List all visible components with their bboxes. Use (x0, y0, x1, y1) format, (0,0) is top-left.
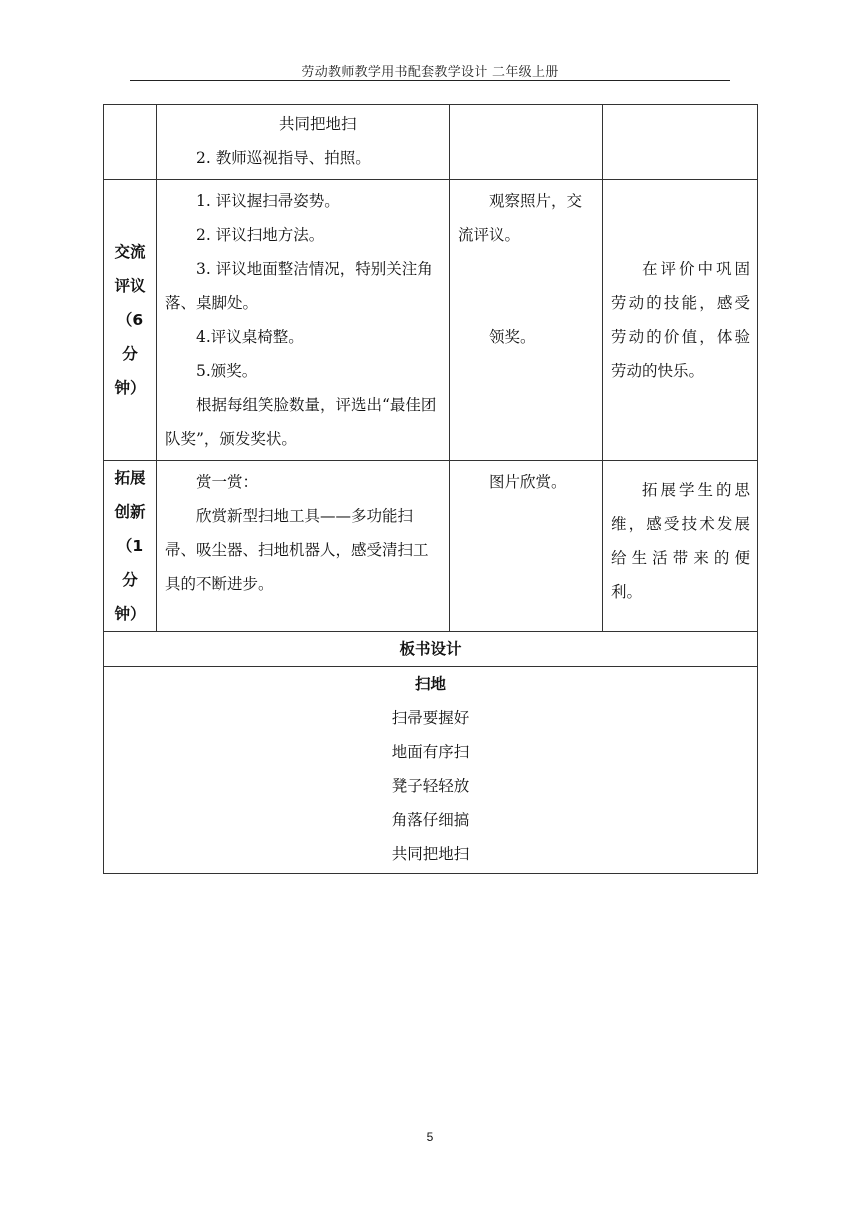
goal-cell (603, 180, 758, 461)
header-rule (130, 80, 730, 81)
stage-label: （1 (116, 537, 144, 555)
stage-label: 分 (122, 345, 138, 363)
student-cell (450, 105, 603, 180)
stage-label: 创新 (114, 503, 146, 521)
table-row (104, 461, 758, 632)
table-row (104, 667, 758, 874)
student-cell (450, 180, 603, 461)
goal-text: 在评价中巩固劳动的技能，感受劳动的价值，体验劳动的快乐。 (611, 260, 750, 380)
student-line: 领奖。 (489, 328, 536, 346)
student-line: 观察照片，交流评议。 (458, 192, 583, 244)
activity-line: 根据每组笑脸数量，评选出“最佳团队奖”，颁发奖状。 (165, 396, 437, 448)
activity-line: 5.颁奖。 (196, 362, 258, 380)
goal-text: 拓展学生的思维，感受技术发展给生活带来的便利。 (611, 481, 750, 601)
student-cell (450, 461, 603, 632)
goal-cell (603, 105, 758, 180)
stage-cell (104, 180, 157, 461)
board-design-heading: 板书设计 (104, 632, 758, 667)
activity-cell (157, 180, 450, 461)
goal-cell (603, 461, 758, 632)
activity-line: 1. 评议握扫帚姿势。 (196, 192, 340, 210)
table-row (104, 632, 758, 667)
board-line: 地面有序扫 (391, 743, 470, 761)
activity-line: 赏一赏： (196, 473, 259, 491)
activity-line: 2. 评议扫地方法。 (196, 226, 325, 244)
activity-line: 欣赏新型扫地工具——多功能扫帚、吸尘器、扫地机器人，感受清扫工具的不断进步。 (165, 507, 429, 593)
board-design-content (104, 667, 758, 874)
page-number: 5 (426, 1130, 434, 1144)
board-line: 扫帚要握好 (391, 709, 470, 727)
activity-cell (157, 105, 450, 180)
stage-label: 分 (122, 571, 138, 589)
activity-line: 3. 评议地面整洁情况，特别关注角落、桌脚处。 (165, 260, 433, 312)
activity-line: 4.评议桌椅整。 (196, 328, 304, 346)
stage-label: 交流 (114, 243, 146, 261)
stage-label: 拓展 (114, 469, 146, 487)
student-line: 图片欣赏。 (489, 473, 567, 491)
stage-cell (104, 461, 157, 632)
activity-line: 共同把地扫 (279, 115, 357, 133)
activity-cell (157, 461, 450, 632)
page-header: 劳动教师教学用书配套教学设计 二年级上册 (301, 65, 559, 80)
stage-label: （6 (116, 311, 144, 329)
stage-cell (104, 105, 157, 180)
board-line: 凳子轻轻放 (391, 777, 470, 795)
stage-label: 钟） (114, 379, 146, 397)
table-row (104, 180, 758, 461)
stage-label: 钟） (114, 605, 146, 623)
board-line: 共同把地扫 (391, 845, 470, 863)
stage-label: 评议 (114, 277, 146, 295)
table-row (104, 105, 758, 180)
board-line: 角落仔细搞 (391, 811, 470, 829)
activity-line: 2. 教师巡视指导、拍照。 (196, 149, 371, 167)
lesson-table (103, 104, 758, 874)
board-title: 扫地 (414, 675, 446, 693)
